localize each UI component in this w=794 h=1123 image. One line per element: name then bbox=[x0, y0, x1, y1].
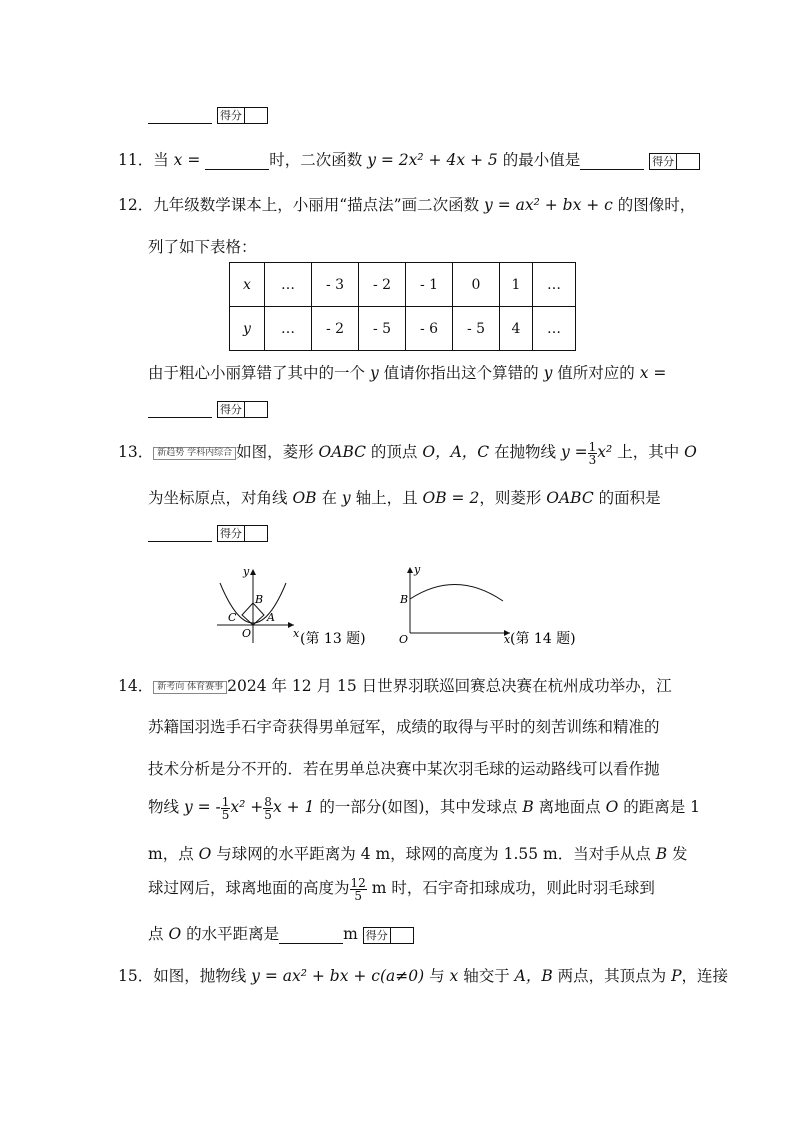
q14-line4: 物线 y = - $\frac{1}{5}$ x² + $\frac{8}{5}$ x + 1 的一部分(如图)，其中发球点 B 离地面点 O 的距离是 1 bbox=[148, 794, 701, 822]
q12-line2: 列了如下表格： bbox=[148, 238, 257, 256]
question-13: 13． 新趋势 学科内综合 如图，菱形 OABC 的顶点 O，A，C 在抛物线 y = $\frac{1}{3}$ x² 上，其中 O bbox=[118, 439, 697, 467]
shuttle-trajectory bbox=[410, 584, 503, 601]
figure-14 bbox=[396, 563, 586, 653]
point-b-label: B bbox=[400, 593, 409, 606]
point-o-label: O bbox=[242, 627, 252, 640]
fraction: $\frac{8}{5}$ bbox=[264, 794, 272, 822]
score-box: 得分 bbox=[217, 401, 268, 418]
figure-13-caption: (第 13 题) bbox=[300, 631, 366, 647]
q10-blank[interactable] bbox=[148, 107, 212, 124]
q14-line6: 球过网后，球离地面的高度为 $\frac{12}{5}$ m 时，石宇奇扣球成功，则此时羽毛球到 bbox=[148, 875, 655, 903]
question-11: 11．当 x = 时，二次函数 y = 2x² + 4x + 5 的最小值是 得分 bbox=[118, 148, 700, 170]
fraction: $\frac{12}{5}$ bbox=[350, 875, 366, 903]
tag-badge: 新考向 体育赛事 bbox=[153, 681, 227, 694]
fraction: $\frac{1}{5}$ bbox=[221, 794, 230, 822]
point-a-label: A bbox=[267, 611, 275, 624]
y-axis-arrow bbox=[407, 567, 413, 573]
q12-line3: 由于粗心小丽算错了其中的一个 y 值请你指出这个算错的 y 值所对应的 x = bbox=[148, 364, 667, 382]
figure-13 bbox=[212, 563, 382, 653]
point-c-label: C bbox=[228, 611, 237, 624]
q14-blank[interactable] bbox=[279, 927, 343, 944]
q14-line7: 点 O 的水平距离是 m 得分 bbox=[148, 922, 414, 944]
y-label: y bbox=[243, 565, 250, 578]
q13-answer-line bbox=[148, 524, 268, 542]
fraction: $\frac{1}{3}$ bbox=[588, 439, 597, 467]
question-15: 15．如图，抛物线 y = ax² + bx + c(a≠0) 与 x 轴交于 A，B 两点，其顶点为 P，连接 bbox=[118, 967, 729, 985]
question-14: 14． 新考向 体育赛事 2024 年 12 月 15 日世界羽联巡回赛总决赛在杭州成功举办，江 bbox=[118, 677, 672, 695]
tag-badge: 新趋势 学科内综合 bbox=[153, 447, 236, 460]
x-label: x bbox=[293, 627, 300, 640]
y-label: y bbox=[414, 563, 421, 576]
q12-answer-line bbox=[148, 400, 268, 418]
q11-blank-2[interactable] bbox=[580, 153, 644, 170]
table-row: x … - 3 - 2 - 1 0 1 … bbox=[230, 263, 576, 307]
q13-blank[interactable] bbox=[148, 525, 212, 542]
question-12: 12．九年级数学课本上，小丽用“描点法”画二次函数 y = ax² + bx + c 的图像时， bbox=[118, 196, 696, 214]
q12-blank[interactable] bbox=[148, 401, 212, 418]
q14-line2: 苏籍国羽选手石宇奇获得男单冠军，成绩的取得与平时的刻苦训练和精准的 bbox=[148, 718, 660, 736]
figure-14-caption: (第 14 题) bbox=[510, 631, 576, 647]
q13-line2: 为坐标原点，对角线 OB 在 y 轴上，且 OB = 2，则菱形 OABC 的面积是 bbox=[148, 489, 661, 507]
score-box: 得分 bbox=[217, 107, 268, 124]
q14-line3: 技术分析是分不开的．若在男单总决赛中某次羽毛球的运动路线可以看作抛 bbox=[148, 760, 660, 778]
y-axis-arrow bbox=[250, 569, 256, 575]
score-box: 得分 bbox=[217, 525, 268, 542]
q11-blank-1[interactable] bbox=[205, 153, 269, 170]
q12-table bbox=[229, 262, 576, 351]
point-o-label: O bbox=[399, 633, 409, 646]
q10-answer-line bbox=[148, 106, 268, 124]
table-row: y … - 2 - 5 - 6 - 5 4 … bbox=[230, 307, 576, 351]
score-box: 得分 bbox=[363, 927, 414, 944]
point-b-label: B bbox=[255, 593, 264, 606]
q14-line5: m，点 O 与球网的水平距离为 4 m，球网的高度为 1.55 m．当对手从点 B 发 bbox=[148, 845, 688, 863]
score-box: 得分 bbox=[649, 153, 700, 170]
x-label: x bbox=[504, 633, 511, 646]
